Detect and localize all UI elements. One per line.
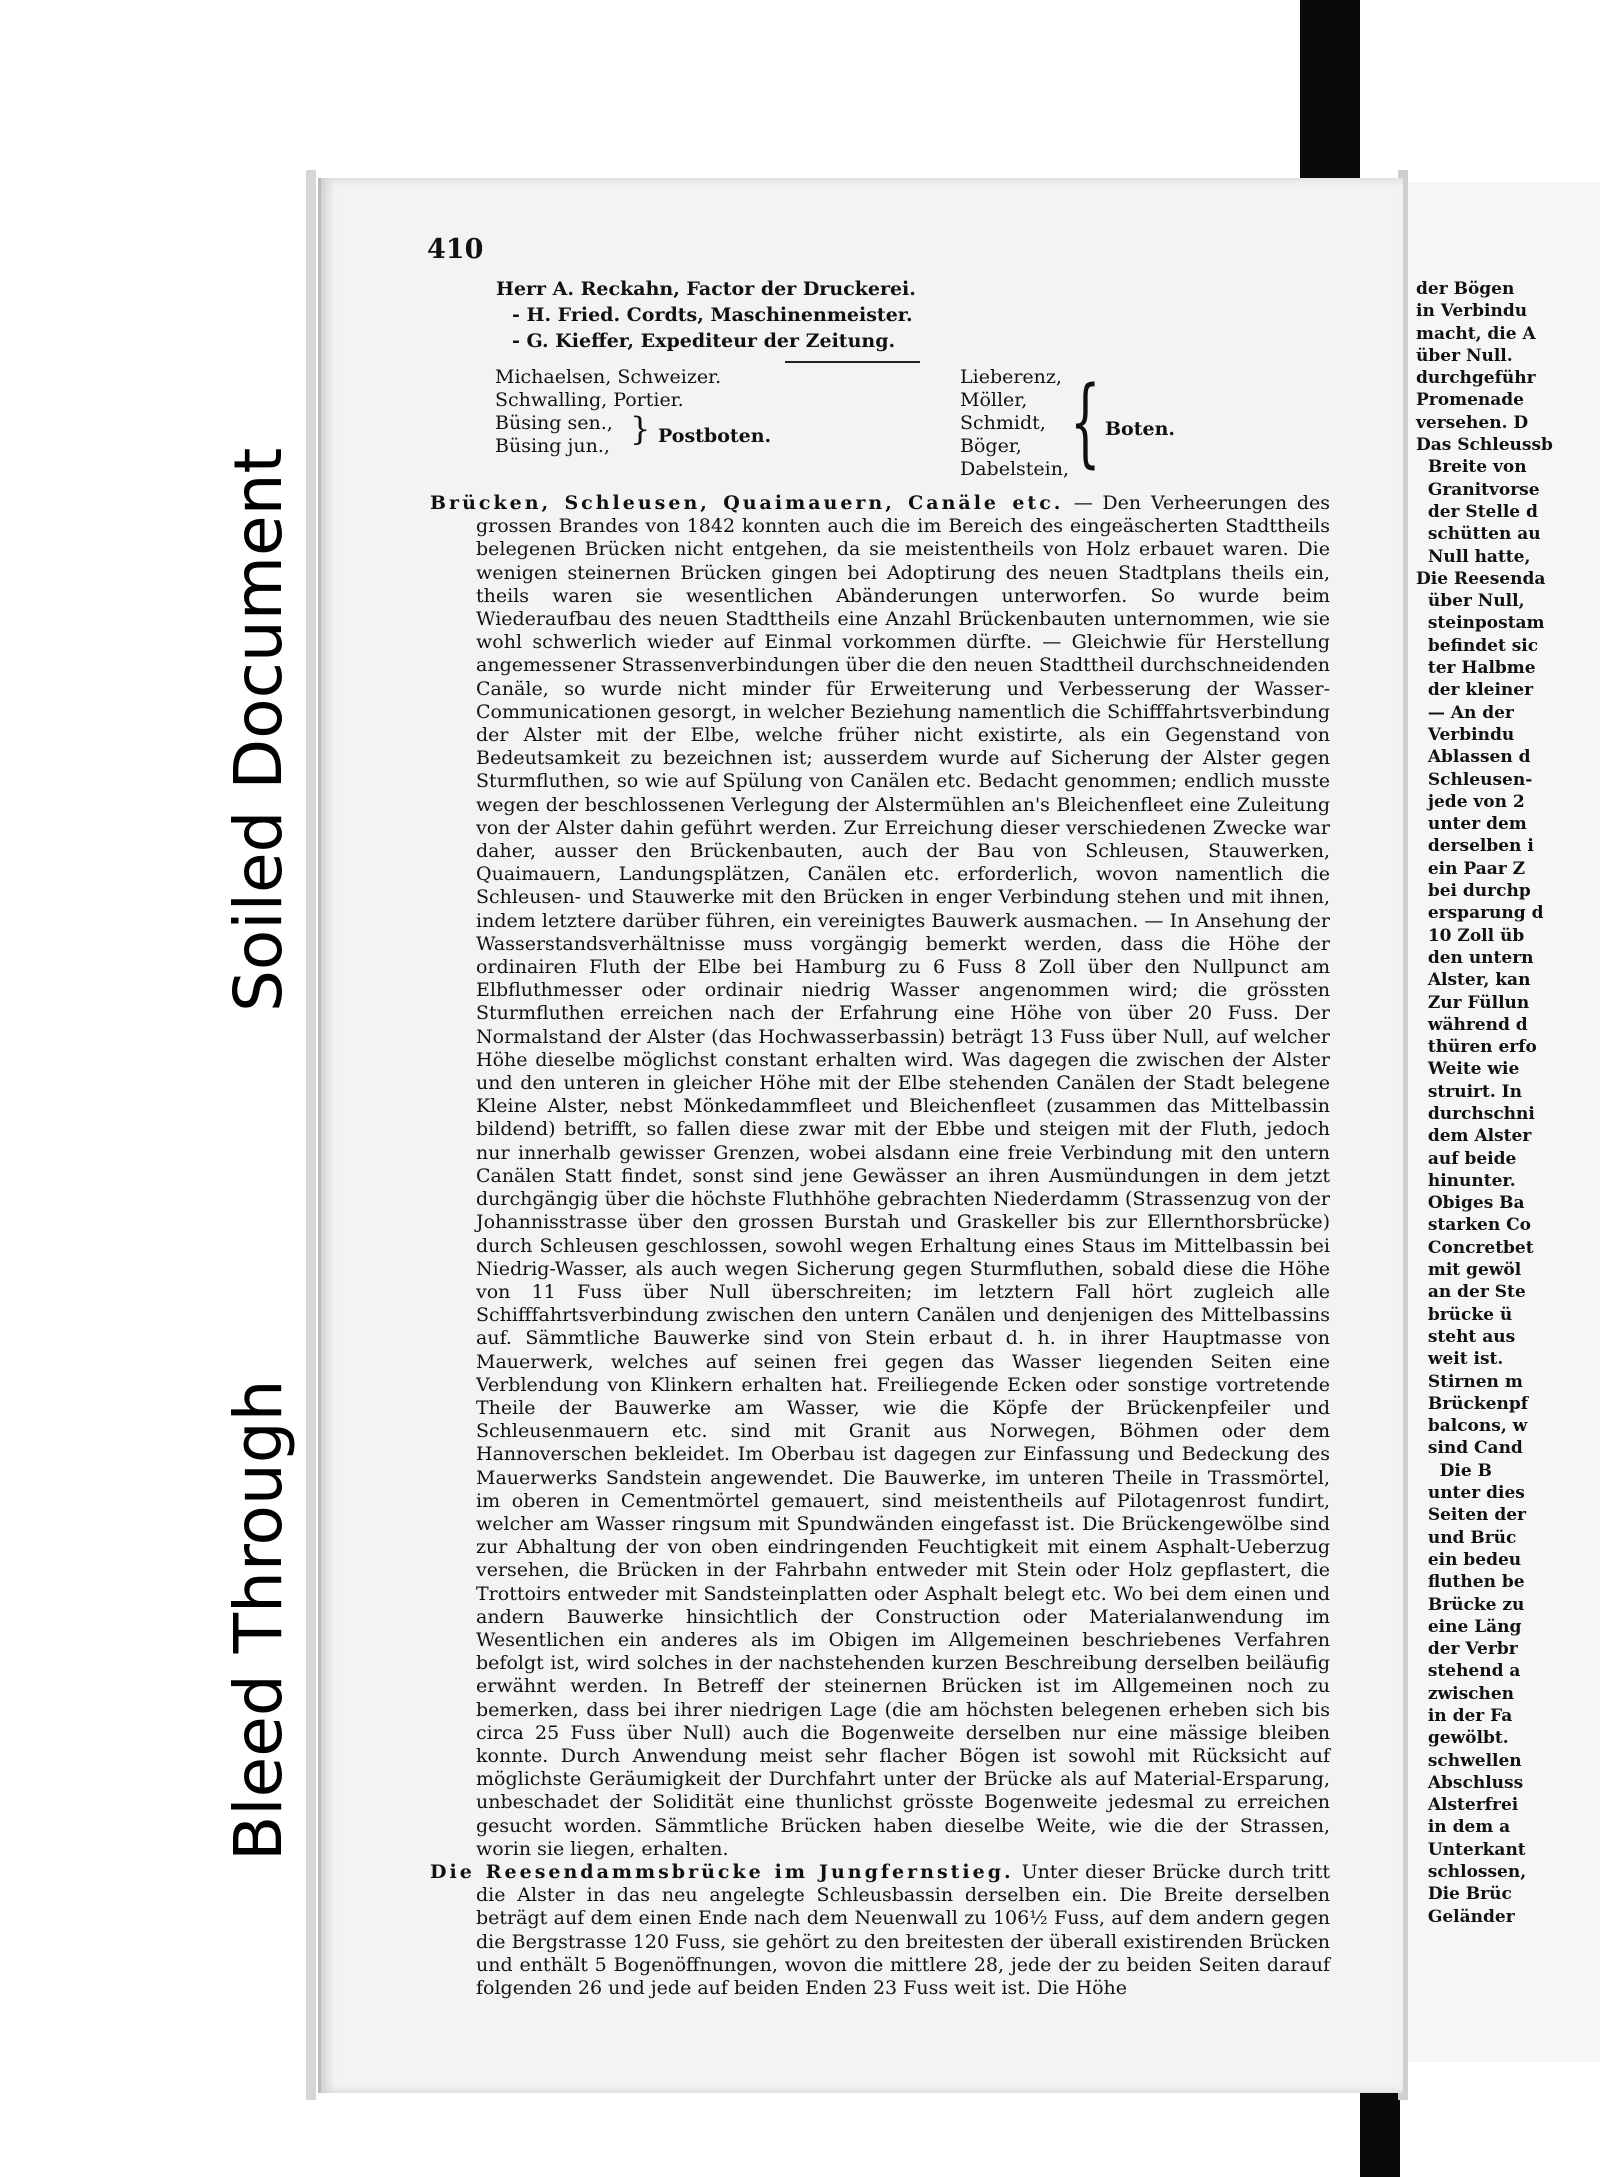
paragraph-text: Unter dieser Brücke durch tritt die Alster in das neu angelegte Schleusbassin derselben ein. Die Breite derselben beträgt auf dem einen Ende nach dem Neuenwall zu 106½ Fuss, auf dem andern gegen die Bergstrasse 120 Fuss, sie gehört zu den breitesten der überall existirenden Brücken und enthält 5 Bogenöffnungen, wovon die mittlere 28, jede der zu beiden Seiten darauf folgenden 26 und jede auf beiden Enden 23 Fuss weit ist. Die Höhe <box>476 1860 1330 1999</box>
book-page-right <box>1408 182 1600 2062</box>
paragraph <box>430 1861 1330 2000</box>
staff-entry: Büsing sen., <box>495 412 613 434</box>
boten-label: Boten. <box>1105 418 1176 440</box>
staff-entry: Michaelsen, Schweizer. <box>495 366 722 388</box>
divider-rule <box>785 361 920 363</box>
postboten-label: Postboten. <box>658 425 772 447</box>
staff-line: Herr A. Reckahn, Factor der Druckerei. <box>496 278 916 300</box>
staff-line: - G. Kieffer, Expediteur der Zeitung. <box>512 330 896 352</box>
paragraph <box>430 492 1330 1861</box>
page-edge-left <box>306 170 316 2100</box>
facing-page-text: der Bögen in Verbindu macht, die A über Null. durchgeführ Promenade versehen. D Das Schleussb Breite von Granitvorse der Stelle d schütten au Null hatte, Die Reesenda über Null, steinpostam befindet sic ter Halbme der kleiner — An der Verbindu Ablassen d Schleusen- jede von 2 unter dem derselben i ein Paar Z bei durchp ersparung d 10 Zoll üb den untern Alster, kan Zur Füllun während d thüren erfo Weite wie struirt. In durchschni dem Alster auf beide hinunter. Obiges Ba starken Co Concretbet mit gewöl an der Ste brücke ü steht aus weit ist. Stirnen m Brückenpf balcons, w sind Cand Die B unter dies Seiten der und Brüc ein bedeu fluthen be Brücke zu eine Läng der Verbr stehend a zwischen in der Fa gewölbt. schwellen Abschluss Alsterfrei in dem a Unterkant schlossen, Die Brüc Geländer <box>1416 279 1553 1927</box>
brace-boten: { <box>1070 366 1101 478</box>
section-heading: Brücken, Schleusen, Quaimauern, Canäle etc. <box>430 492 1064 514</box>
binding-shadow-top <box>1300 0 1360 180</box>
staff-entry: Lieberenz, <box>960 366 1062 388</box>
staff-line: - H. Fried. Cordts, Maschinenmeister. <box>512 304 913 326</box>
staff-list-right <box>960 366 1069 481</box>
article-body <box>430 492 1330 2000</box>
label-bleed-through: Bleed Through <box>200 1315 300 1875</box>
staff-entry: Dabelstein, <box>960 458 1070 480</box>
staff-list <box>496 276 916 354</box>
staff-entry: Möller, <box>960 389 1028 411</box>
label-soiled-document: Soiled Document <box>200 408 300 1028</box>
staff-entry: Schmidt, <box>960 412 1046 434</box>
page-number: 410 <box>427 234 484 265</box>
section-heading: Die Reesendammsbrücke im Jungfernstieg. <box>430 1860 1014 1883</box>
staff-entry: Büsing jun., <box>495 435 610 457</box>
staff-entry: Schwalling, Portier. <box>495 389 684 411</box>
brace-postboten: } <box>630 410 651 448</box>
staff-entry: Böger, <box>960 435 1022 457</box>
paragraph-text: — Den Verheerungen des grossen Brandes von 1842 konnten auch die im Bereich des eingeäscherten Stadttheils belegenen Brücken nicht entgehen, da sie meistentheils von Holz erbauet waren. Die wenigen steinernen Brücken gingen bei Adoptirung des neuen Stadtplans theils ein, theils waren sie wesentlichen Abänderungen unterworfen. So wurde beim Wiederaufbau des neuen Stadttheils eine Anzahl Brückenbauten unternommen, wie sie wohl schwerlich wieder auf Einmal vorkommen dürfte. — Gleichwie für Herstellung angemessener Strassenverbindungen über die den neuen Stadttheil durchschneidenden Canäle, so wurde nicht minder für Erweiterung und Verbesserung der Wasser-Communicationen gesorgt, in welcher Beziehung namentlich die Schifffahrtsverbindung der Alster mit der Elbe, welche früher nicht existirte, als ein Gegenstand von Bedeutsamkeit zu bezeichnen ist; ausserdem wurde auf Sicherung der Alster gegen Sturmfluthen, so wie auf Spülung von Canälen etc. Bedacht genommen; endlich musste wegen der beschlossenen Verlegung der Alstermühlen an's Bleichenfleet eine Zuleitung von der Alster dahin geführt werden. Zur Erreichung dieser verschiedenen Zwecke war daher, ausser den Brückenbauten, auch der Bau von Schleusen, Stauwerken, Quaimauern, Landungsplätzen, Canälen etc. erforderlich, wovon namentlich die Schleusen- und Stauwerke mit den Brücken in enger Verbindung stehen und mit ihnen, indem letztere darüber führen, ein vereinigtes Bauwerk ausmachen. — In Ansehung der Wasserstandsverhältnisse muss vorgängig bemerkt werden, dass die Höhe der ordinairen Fluth der Elbe bei Hamburg zu 6 Fuss 8 Zoll über den Nullpunct am Elbfluthmesser oder ordinair niedrig Wasser angenommen wird; die grössten Sturmfluthen erreichen nach der Erfahrung eine Höhe von über 20 Fuss. Der Normalstand der Alster (das Hochwasserbassin) beträgt 13 Fuss über Null, auf welcher Höhe dieselbe möglichst constant erhalten wird. Was dagegen die zwischen der Alster und den unteren in gleicher Höhe mit der Elbe stehenden Canälen der Stadt belegene Kleine Alster, nebst Mönkedammfleet und Bleichenfleet (zusammen das Mittelbassin bildend) betrifft, so fallen diese zwar mit der Ebbe und steigen mit der Fluth, jedoch nur innerhalb gewisser Grenzen, wobei alsdann eine freie Verbindung mit den untern Canälen Statt findet, sonst sind jene Gewässer an ihren Ausmündungen in dem jetzt durchgängig über die höchste Fluthhöhe gebrachten Niederdamm (Strassenzug von der Johannisstrasse über den grossen Burstah und Graskeller bis zur Ellernthorsbrücke) durch Schleusen geschlossen, sowohl wegen Erhaltung eines Staus im Mittelbassin bei Niedrig-Wasser, als auch wegen Sicherung gegen Sturmfluthen, sobald diese die Höhe von 11 Fuss über Null überschreiten; im letztern Fall hört zugleich alle Schifffahrtsverbindung zwischen den untern Canälen und denjenigen des Mittelbassins auf. Sämmtliche Bauwerke sind von Stein erbaut d. h. in ihrer Hauptmasse von Mauerwerk, welches auf seinen frei gegen das Wasser liegenden Seiten eine Verblendung von Klinkern erhalten hat. Freiliegende Ecken oder sonstige vortretende Theile der Bauwerke am Wasser, wie die Köpfe der Brückenpfeiler und Schleusenmauern etc. sind mit Granit aus Norwegen, Böhmen oder dem Hannoverschen bekleidet. Im Oberbau ist dagegen zur Einfassung und Bedeckung des Mauerwerks Sandstein angewendet. Die Bauwerke, im unteren Theile in Trassmörtel, im oberen in Cementmörtel gemauert, sind meistentheils auf Pilotagenrost fundirt, welcher am Wasser ringsum mit Spundwänden eingefasst ist. Die Brückengewölbe sind zur Abhaltung der von oben eindringenden Feuchtigkeit mit einem Asphalt-Ueberzug versehen, die Brücken in der Fahrbahn entweder mit Stein oder Holz gepflastert, die Trottoirs entweder mit Sandsteinplatten oder Asphalt belegt etc. Wo bei dem einen und andern Bauwerke hinsichtlich der Construction oder Materialanwendung im Wesentlichen ein anderes als im Obigen im Allgemeinen beschriebenes Verfahren befolgt ist, wird solches in der nachstehenden kurzen Beschreibung derselben beiläufig erwähnt werden. In Betreff der steinernen Brücken ist im Allgemeinen noch zu bemerken, dass bei ihrer niedrigen Lage (die am höchsten belegenen erheben sich bis circa 25 Fuss über Null) auch die Bogenweite derselben nur eine mässige bleiben konnte. Durch Anwendung meist sehr flacher Bögen ist sowohl mit Rücksicht auf möglichste Geräumigkeit der Durchfahrt unter der Brücke als auf Material-Ersparung, unbeschadet der Solidität eine thunlichst grösste Bogenweite jedesmal zu erreichen gesucht worden. Sämmtliche Brücken haben dieselbe Weite, wie die der Strassen, worin sie liegen, erhalten. <box>476 492 1330 1860</box>
